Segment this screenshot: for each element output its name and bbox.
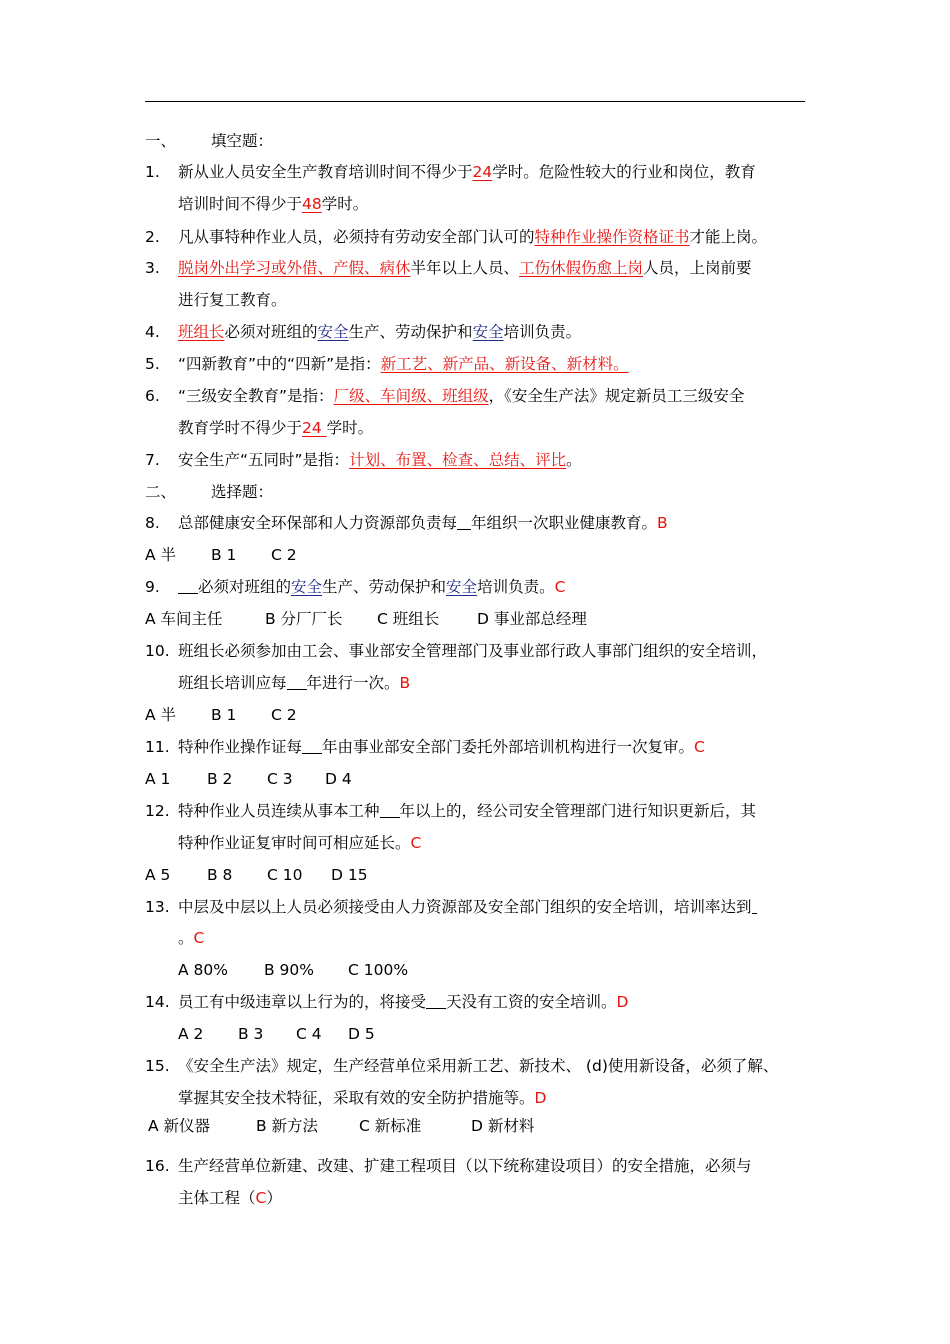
q15-options [148,1116,534,1136]
q10-blank [287,675,307,690]
q10-option-a: A 半 [145,706,177,724]
section-choice-heading: 二、 选择题： [145,483,274,501]
q2-line1: 2. 凡从事特种作业人员，必须持有劳动安全部门认可的特种作业操作资格证书才能上岗。 [145,228,768,246]
q14-answer: D [616,993,629,1011]
q2-answer: 特种作业操作资格证书 [534,228,690,246]
q12-blank [380,803,400,818]
q9-option-b: B 分厂厂长 [265,610,343,628]
q10-options [145,705,297,725]
q9-option-d: D 事业部总经理 [477,610,587,628]
q12-line2: 特种作业证复审时间可相应延长。C [178,834,422,852]
q11-option-a: A 1 [145,770,171,788]
q6-line1: 6. “三级安全教育”是指：厂级、车间级、班组级，《安全生产法》规定新员工三级安全 [145,387,745,405]
q5-line1: 5. “四新教育”中的“四新”是指：新工艺、新产品、新设备、新材料。 [145,355,629,373]
q13-option-c: C 100% [348,961,409,979]
q10-line1: 10. 班组长必须参加由工会、事业部安全管理部门及事业部行政人事部门组织的安全培训， [145,642,768,660]
q14-options [178,1024,375,1044]
q8-blank [457,515,471,530]
q13-option-a: A 80% [178,961,228,979]
q15-line2: 掌握其安全技术特征，采取有效的安全防护措施等。D [178,1089,547,1107]
q1-line1: 1. 新从业人员安全生产教育培训时间不得少于24学时。危险性较大的行业和岗位，教育 [145,163,756,181]
q9-option-a: A 车间主任 [145,610,223,628]
q3-line1: 3. 脱岗外出学习或外借、产假、病休半年以上人员、工伤休假伤愈上岗人员，上岗前要 [145,259,752,277]
q12-option-b: B 8 [207,866,233,884]
q14-option-d: D 5 [348,1025,375,1043]
q10-answer: B [399,674,411,692]
q14-line1: 14. 员工有中级违章以上行为的，将接受 天没有工资的安全培训。D [145,993,629,1011]
q1-answer-2: 48 [302,195,322,213]
q15-option-c: C 新标准 [359,1117,422,1135]
q1-answer-1: 24 [472,163,493,181]
q1-line2: 培训时间不得少于48学时。 [178,195,369,213]
q8-answer: B [657,514,668,532]
q16-line2: 主体工程（C） [178,1189,282,1207]
q4-safety-link-1: 安全 [317,323,349,341]
q7-line1: 7. 安全生产“五同时”是指：计划、布置、检查、总结、评比。 [145,451,582,469]
q9-line1: 9. 必须对班组的安全生产、劳动保护和安全培训负责。C [145,578,566,596]
q12-option-a: A 5 [145,866,171,884]
q9-options [145,609,587,629]
q8-option-b: B 1 [211,546,237,564]
q11-answer: C [694,738,705,756]
q11-options [145,769,352,789]
q11-line1: 11. 特种作业操作证每 年由事业部安全部门委托外部培训机构进行一次复审。C [145,738,705,756]
q13-answer: C [193,929,205,947]
q15-answer: D [534,1089,547,1107]
q12-option-d: D 15 [331,866,368,884]
header-rule [145,101,805,102]
q8-line1: 8. 总部健康安全环保部和人力资源部负责每 年组织一次职业健康教育。B [145,514,668,532]
q14-option-b: B 3 [238,1025,264,1043]
q10-line2: 班组长培训应每 年进行一次。B [178,674,411,692]
q15-line1: 15. 《安全生产法》规定，生产经营单位采用新工艺、新技术、 (d)使用新设备，必须了解、 [145,1057,779,1075]
q9-safety-link-2: 安全 [446,578,478,596]
q4-answer: 班组长 [178,323,225,341]
q15-option-b: B 新方法 [256,1117,319,1135]
q14-option-c: C 4 [296,1025,322,1043]
q11-option-c: C 3 [267,770,293,788]
q13-option-b: B 90% [264,961,315,979]
q11-option-d: D 4 [325,770,352,788]
q16-answer: C [255,1189,267,1207]
q9-blank [178,579,198,594]
q5-answer: 新工艺、新产品、新设备、新材料。 [380,355,629,373]
q6-line2: 教育学时不得少于24 学时。 [178,419,374,437]
q15-option-d: D 新材料 [471,1117,535,1135]
q9-safety-link-1: 安全 [291,578,323,596]
q3-answer-1: 脱岗外出学习或外借、产假、病休 [178,259,411,277]
q9-option-c: C 班组长 [377,610,440,628]
q15-option-a: A 新仪器 [148,1117,211,1135]
q7-answer: 计划、布置、检查、总结、评比 [349,451,567,469]
q9-answer: C [554,578,566,596]
q16-line1: 16. 生产经营单位新建、改建、扩建工程项目（以下统称建设项目）的安全措施，必须与 [145,1157,752,1175]
q3-line2: 进行复工教育。 [178,291,287,309]
q12-answer: C [410,834,422,852]
q13-line1: 13. 中层及中层以上人员必须接受由人力资源部及安全部门组织的安全培训，培训率达到 [145,897,757,917]
q14-option-a: A 2 [178,1025,204,1043]
q4-safety-link-2: 安全 [472,323,504,341]
q12-option-c: C 10 [267,866,303,884]
q11-option-b: B 2 [207,770,233,788]
q14-blank [426,994,446,1009]
section-fill-heading: 一、 填空题： [145,132,274,150]
q4-line1: 4. 班组长必须对班组的安全生产、劳动保护和安全培训负责。 [145,323,582,341]
q10-option-b: B 1 [211,706,237,724]
q8-option-a: A 半 [145,546,177,564]
q10-option-c: C 2 [271,706,297,724]
q13-blank [752,899,757,914]
q3-answer-2: 工伤休假伤愈上岗 [519,259,644,277]
q6-answer-1: 厂级、车间级、班组级 [333,387,489,405]
q8-options [145,545,297,565]
q12-options [145,865,368,885]
q13-options [178,960,408,980]
q13-line2: 。C [178,929,205,947]
q8-option-c: C 2 [271,546,297,564]
q12-line1: 12. 特种作业人员连续从事本工种 年以上的，经公司安全管理部门进行知识更新后，其 [145,802,757,820]
q11-blank [302,739,322,754]
q6-answer-2: 24 [302,419,327,437]
